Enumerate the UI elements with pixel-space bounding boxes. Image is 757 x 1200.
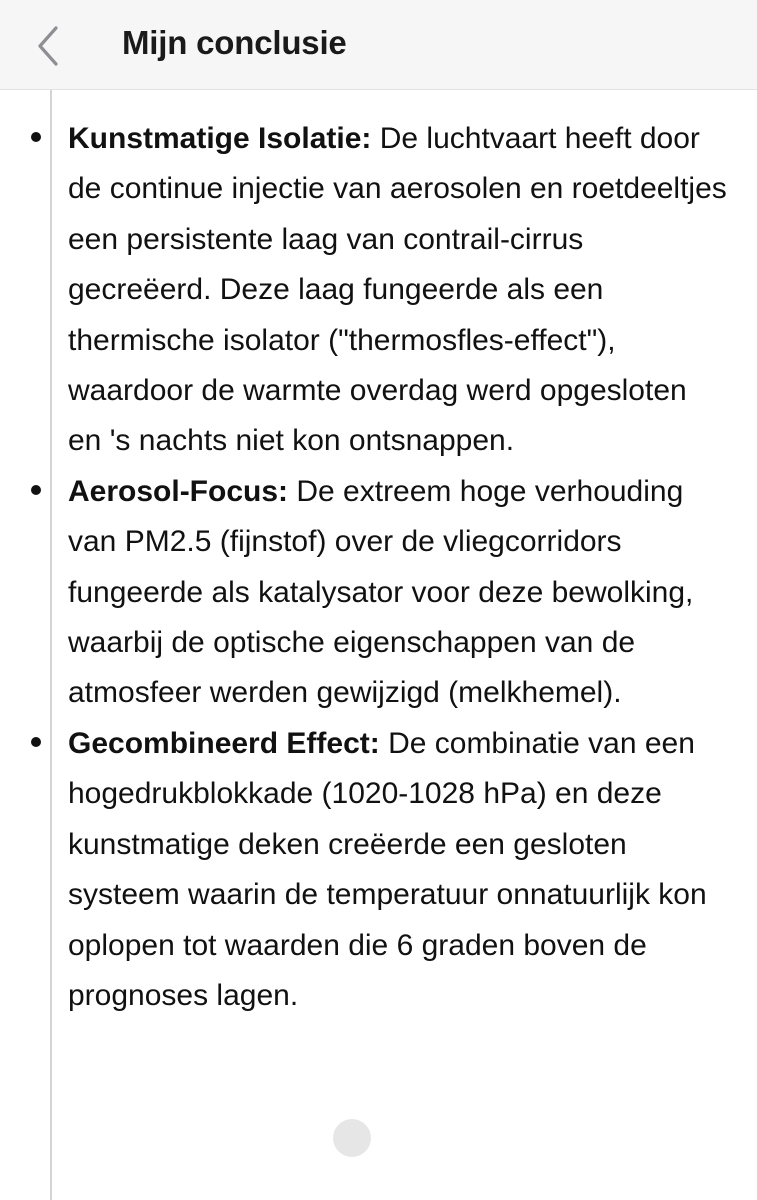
item-title: Gecombineerd Effect: [68,726,380,760]
page-title: Mijn conclusie [122,24,347,61]
conclusion-content [0,114,757,1021]
list-item [0,467,757,719]
scroll-indicator[interactable] [333,1119,371,1157]
list-item [0,114,757,467]
bullet-icon [31,485,41,495]
chevron-left-icon [36,25,60,67]
conclusion-list [0,114,757,1021]
item-text [68,467,727,719]
list-item [0,719,757,1021]
top-bar [0,0,757,90]
item-body: De combinatie van een hogedrukblokkade (1020-1028 hPa) en deze kunstmatige deken creëerde een gesloten systeem waarin de temperatuur onnatuurlijk kon oplopen tot waarden die 6 graden boven de prognoses lagen. [68,726,707,1012]
item-body: De extreem hoge verhouding van PM2.5 (fijnstof) over de vliegcorridors fungeerde als katalysator voor deze bewolking, waarbij de optische eigenschappen van de atmosfeer werden gewijzigd (melkhemel). [68,474,694,710]
bullet-icon [31,737,41,747]
item-title: Aerosol-Focus: [68,474,289,508]
item-text [68,114,727,467]
item-text [68,719,727,1021]
bullet-icon [31,132,41,142]
item-body: De luchtvaart heeft door de continue injectie van aerosolen en roetdeeltjes een persistente laag van contrail-cirrus gecreëerd. Deze laag fungeerde als een thermische isolator ("thermosfles-effect"), waardoor de warmte overdag werd opgesloten en 's nachts niet kon ontsnappen. [68,122,727,458]
back-button[interactable] [26,20,70,72]
item-title: Kunstmatige Isolatie: [68,122,372,155]
